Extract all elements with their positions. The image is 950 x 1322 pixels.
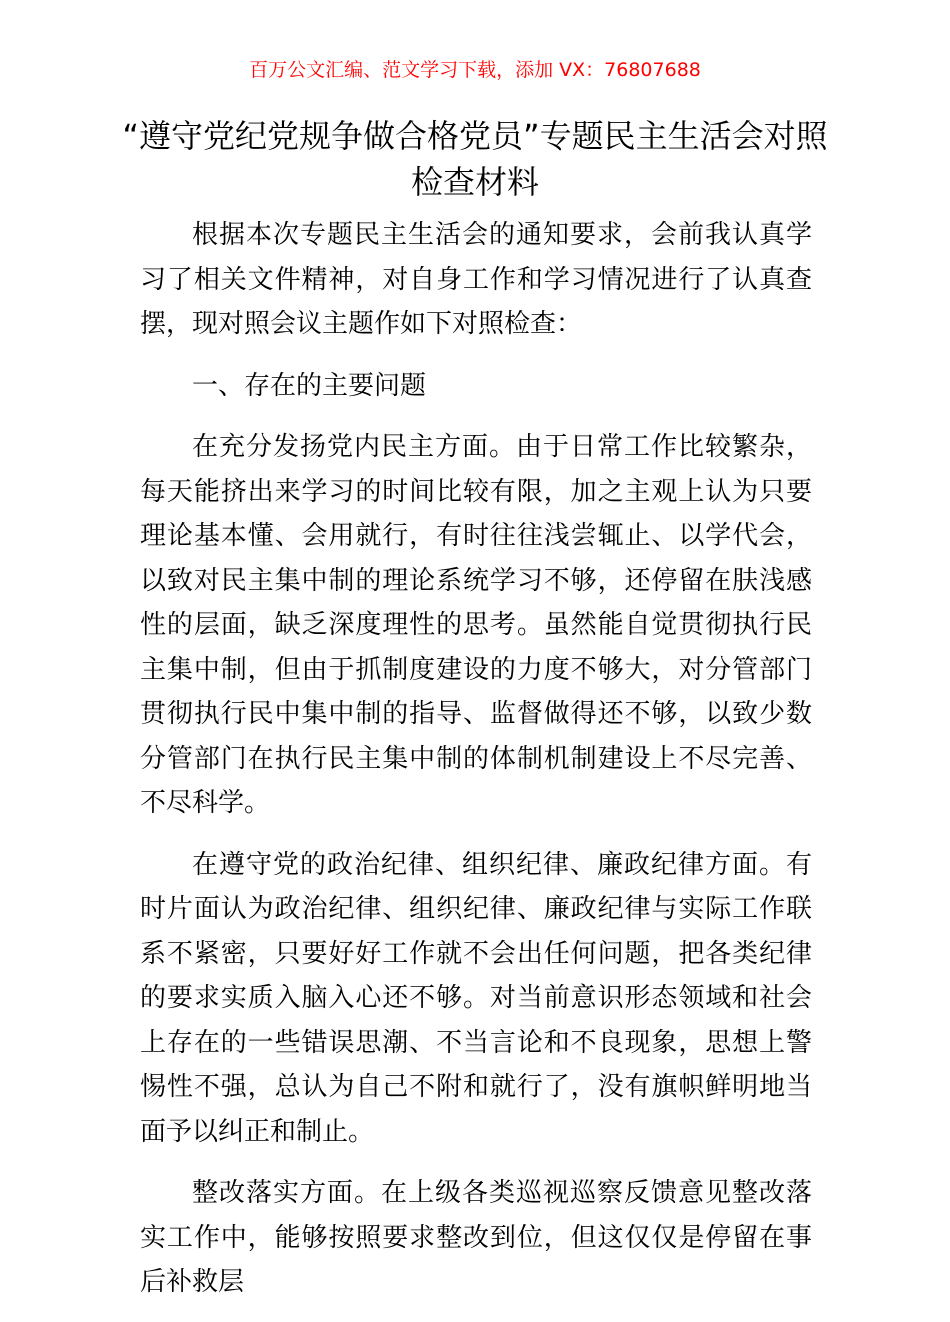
section-heading: 一、存在的主要问题 [192, 370, 427, 401]
document-body [140, 213, 812, 1322]
paragraph-rectification: 整改落实方面。在上级各类巡视巡察反馈意见整改落实工作中，能够按照要求整改到位，但这仅仅是停留在事后补救层 [140, 1178, 812, 1297]
paragraph-discipline: 在遵守党的政治纪律、组织纪律、廉政纪律方面。有时片面认为政治纪律、组织纪律、廉政纪律与实际工作联系不紧密，只要好好工作就不会出任何问题，把各类纪律的要求实质入脑入心还不够。对当前意识形态领域和社会上存在的一些错误思潮、不当言论和不良现象，思想上警惕性不强，总认为自己不附和就行了，没有旗帜鲜明地当面予以纠正和制止。 [140, 849, 812, 1147]
paragraph-democracy: 在充分发扬党内民主方面。由于日常工作比较繁杂，每天能挤出来学习的时间比较有限，加之主观上认为只要理论基本懂、会用就行，有时往往浅尝辄止、以学代会，以致对民主集中制的理论系统学习不够，还停留在肤浅感性的层面，缺乏深度理性的思考。虽然能自觉贯彻执行民主集中制，但由于抓制度建设的力度不够大，对分管部门贯彻执行民中集中制的指导、监督做得还不够，以致少数分管部门在执行民主集中制的体制机制建设上不尽完善、不尽科学。 [140, 432, 812, 818]
document-title: “遵守党纪党规争做合格党员”专题民主生活会对照检查材料 [122, 117, 828, 201]
intro-paragraph: 根据本次专题民主生活会的通知要求，会前我认真学习了相关文件精神，对自身工作和学习情况进行了认真查摆，现对照会议主题作如下对照检查： [140, 220, 812, 339]
header-banner: 百万公文汇编、范文学习下载，添加 VX：76807688 [249, 59, 701, 81]
